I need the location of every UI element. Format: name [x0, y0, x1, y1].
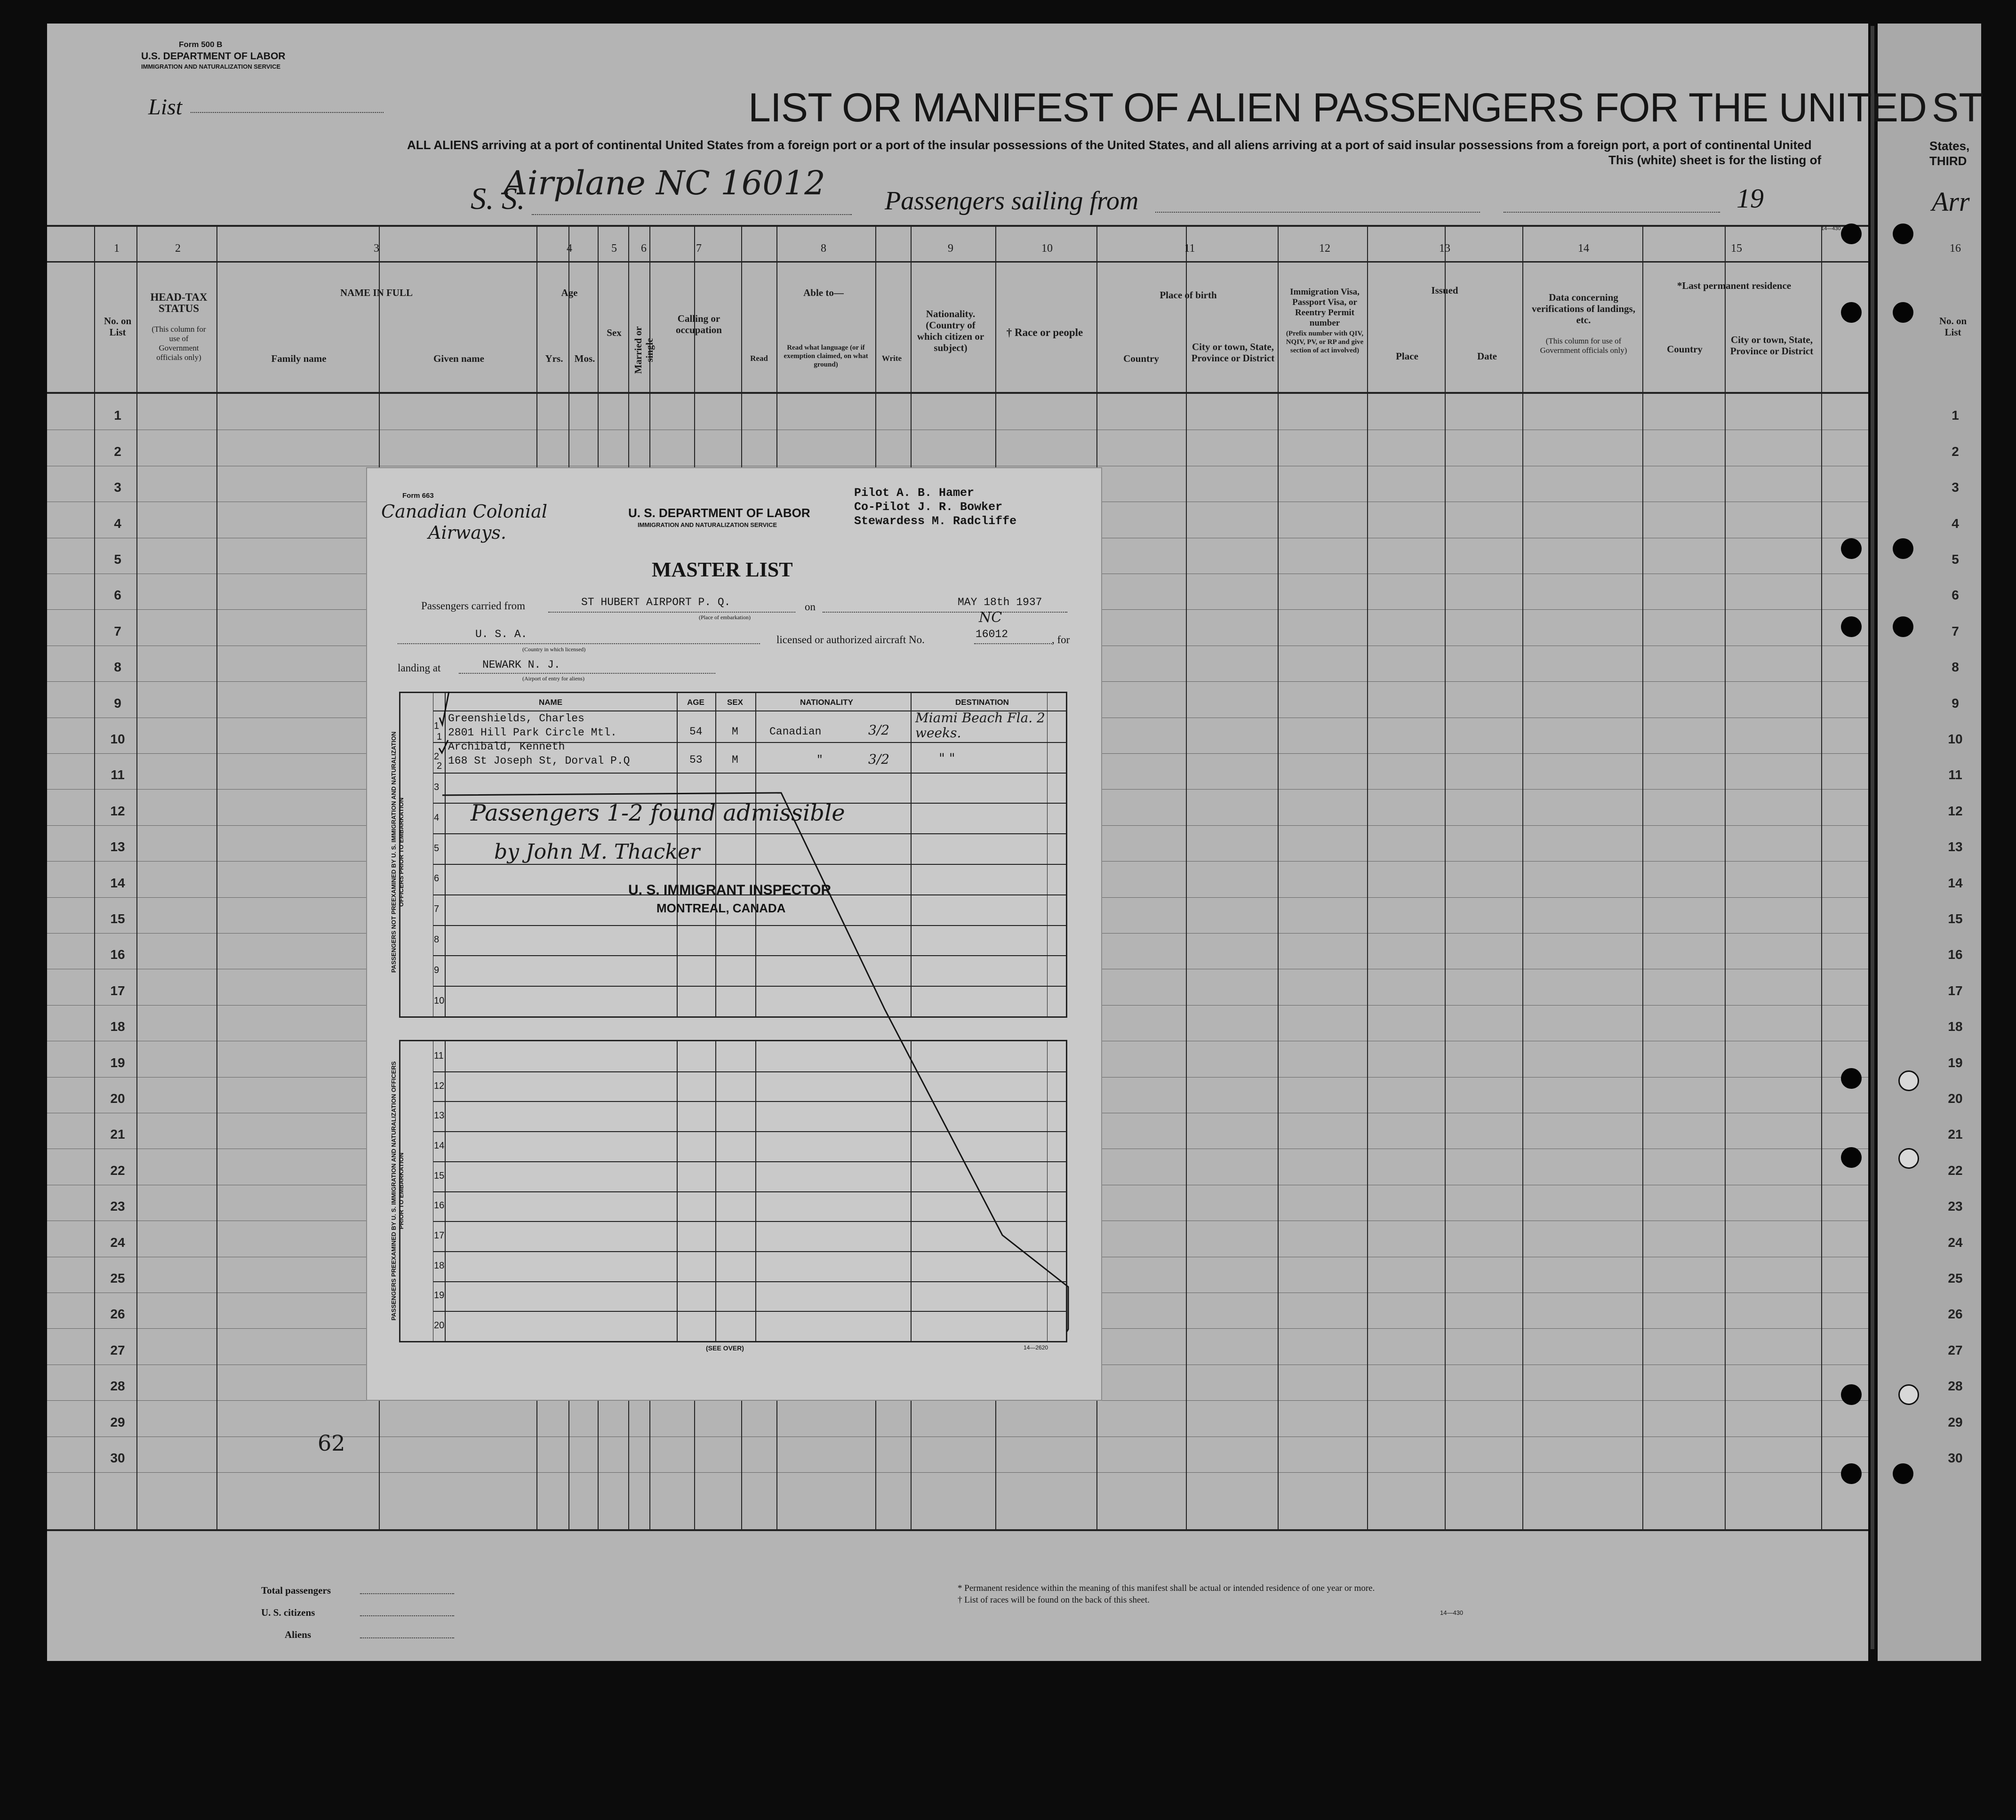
hdr-issued-place: Place [1396, 351, 1418, 362]
hdr-place-of-birth: Place of birth [1160, 289, 1217, 301]
row-number: 6 [1952, 588, 1959, 602]
passenger-2-sex: M [732, 754, 738, 766]
row-number: 26 [1948, 1307, 1963, 1321]
master-row-number: 9 [434, 965, 440, 975]
next-sheet-intro2: THIRD [1929, 154, 1967, 168]
master-row-number: 1 [434, 721, 440, 731]
row-number: 8 [114, 660, 121, 674]
hdr-issued: Issued [1431, 285, 1458, 296]
on-label: on [805, 601, 816, 613]
row-number: 16 [110, 947, 125, 962]
row-number: 1 [1952, 408, 1959, 423]
master-row-number: 14 [434, 1141, 445, 1151]
punch-hole [1841, 224, 1862, 244]
hdr-visa-note: (Prefix number with QIV, NQIV, PV, or RP and give section of act involved) [1286, 330, 1364, 354]
manifest-title: LIST OR MANIFEST OF ALIEN PASSENGERS FOR THE UNITED [748, 85, 1927, 130]
row-number: 28 [110, 1379, 125, 1393]
col-age: AGE [687, 698, 704, 707]
punch-hole [1841, 1147, 1862, 1168]
punch-hole [1893, 224, 1913, 244]
service-label: IMMIGRATION AND NATURALIZATION SERVICE [141, 63, 281, 70]
row-number: 16 [1948, 947, 1963, 962]
col-num-12: 12 [1319, 242, 1330, 255]
master-row-number: 10 [434, 996, 445, 1006]
master-row-number: 16 [434, 1200, 445, 1211]
punch-hole [1841, 302, 1862, 323]
punch-hole [1841, 1463, 1862, 1484]
row-number: 1 [114, 408, 121, 423]
row-number: 10 [1948, 732, 1963, 746]
list-number-line [191, 112, 384, 113]
column-rule [1725, 225, 1726, 1531]
master-row-number: 12 [434, 1081, 445, 1091]
licensed-label: licensed or authorized aircraft No. [776, 634, 925, 646]
intro-text-line1: ALL ALIENS arriving at a port of continental United States from a foreign port or a port of the insular possessions of the United States, and all aliens arriving at a port of said insular possessions from a foreign port, a port of continental United [407, 138, 1812, 152]
crew-pilot: Pilot A. B. Hamer [854, 486, 975, 500]
column-rule [136, 225, 137, 1531]
row-number: 22 [110, 1163, 125, 1178]
ship-name-handwritten: Airplane NC 16012 [504, 164, 825, 202]
col-num-5: 5 [611, 242, 617, 255]
punch-hole [1898, 1384, 1919, 1405]
col-num-7: 7 [696, 242, 702, 255]
aliens-label: Aliens [285, 1629, 312, 1640]
department-label: U.S. DEPARTMENT OF LABOR [141, 51, 286, 62]
landing-caption: (Airport of entry for aliens) [522, 675, 584, 682]
hdr-given-name: Given name [433, 353, 484, 364]
airline-handwritten-2: Airways. [428, 522, 506, 543]
column-rule [94, 225, 95, 1531]
hdr-head-tax: HEAD-TAX STATUS [150, 291, 208, 314]
column-rule [1278, 225, 1279, 1531]
country-licensed: U. S. A. [475, 628, 528, 640]
master-service: IMMIGRATION AND NATURALIZATION SERVICE [638, 521, 777, 528]
passenger-2-address: 168 St Joseph St, Dorval P.Q [448, 755, 630, 767]
punch-hole [1841, 1068, 1862, 1089]
hdr-write: Write [881, 354, 902, 363]
col-num-6: 6 [641, 242, 647, 255]
hdr-verifications: Data concerning verifications of landings, etc. [1532, 292, 1635, 326]
master-row-number: 18 [434, 1261, 445, 1271]
row-number: 28 [1948, 1379, 1963, 1393]
passenger-2-destination: " " [939, 750, 955, 766]
landing-airport: NEWARK N. J. [482, 659, 560, 671]
passenger-1-nationality: Canadian [769, 726, 822, 738]
row-number: 17 [110, 983, 125, 998]
row-number: 5 [114, 552, 121, 567]
row-number: 19 [110, 1055, 125, 1070]
grid-header-bottom-rule [47, 392, 1868, 394]
master-row-number: 19 [434, 1290, 445, 1301]
row-number: 13 [110, 839, 125, 854]
master-form-number: Form 663 [402, 492, 434, 500]
aircraft-number: 16012 [976, 628, 1008, 640]
landing-label: landing at [398, 662, 441, 674]
master-row-number: 7 [434, 904, 440, 914]
row-number: 23 [1948, 1199, 1963, 1213]
master-list-title: MASTER LIST [652, 558, 793, 581]
row-number: 14 [1948, 876, 1963, 890]
hdr-married: Married or single [632, 326, 655, 374]
hdr-able-to: Able to— [803, 287, 844, 298]
hdr-read: Read [750, 354, 768, 363]
total-passengers-line [360, 1593, 454, 1594]
row-number: 15 [1948, 911, 1963, 926]
hdr-name-in-full: NAME IN FULL [340, 287, 413, 298]
master-department: U. S. DEPARTMENT OF LABOR [628, 506, 810, 520]
travel-date: MAY 18th 1937 [958, 596, 1042, 608]
row-rule [47, 1472, 1868, 1473]
grid-bottom-rule [47, 1529, 1868, 1531]
form-code-top: 14—430 [1821, 226, 1841, 231]
us-citizens-line [360, 1615, 454, 1616]
row-number: 2 [114, 444, 121, 459]
hdr-head-tax-note: (This column for use of Government officials only) [152, 325, 206, 362]
see-over: (SEE OVER) [706, 1344, 744, 1352]
hdr-nationality: Nationality. (Country of which citizen or subject) [917, 308, 984, 353]
hdr-family-name: Family name [271, 353, 327, 364]
row-number: 2 [1952, 444, 1959, 459]
inspector-stamp-line1: U. S. IMMIGRANT INSPECTOR [628, 882, 832, 898]
row-number: 22 [1948, 1163, 1963, 1178]
form-number: Form 500 B [179, 40, 223, 49]
punch-hole [1898, 1070, 1919, 1091]
master-row-number: 5 [434, 843, 440, 854]
master-row-number: 20 [434, 1320, 445, 1331]
col-name: NAME [539, 698, 563, 707]
col-sex: SEX [727, 698, 744, 707]
hdr-age-mos: Mos. [574, 353, 595, 364]
hdr-age-yrs: Yrs. [545, 353, 563, 364]
list-label: List [148, 95, 183, 120]
row-number: 26 [110, 1307, 125, 1321]
crew-stewardess: Stewardess M. Radcliffe [854, 514, 1017, 528]
master-row-number: 8 [434, 934, 440, 945]
col-num-15: 15 [1731, 242, 1742, 255]
hdr-residence-country: Country [1667, 343, 1703, 355]
hdr-sex: Sex [607, 327, 622, 338]
inspector-stamp-line2: MONTREAL, CANADA [656, 901, 786, 915]
punch-hole [1841, 1384, 1862, 1405]
master-row-number: 11 [434, 1051, 444, 1061]
passenger-1-code: 3/2 [868, 722, 890, 738]
row-number: 27 [110, 1343, 125, 1357]
punch-hole [1893, 538, 1913, 559]
row-number: 10 [110, 732, 125, 746]
intro-text-line2: This (white) sheet is for the listing of [1608, 153, 1822, 167]
row-number: 14 [110, 876, 125, 890]
sheet-fold-shadow [1871, 26, 1874, 1649]
master-row-number: 15 [434, 1171, 445, 1181]
master-row-number: 13 [434, 1110, 445, 1121]
master-row-number: 4 [434, 813, 440, 823]
punch-hole [1893, 616, 1913, 637]
passenger-1-address: 2801 Hill Park Circle Mtl. [448, 726, 617, 739]
place-caption: (Place of embarkation) [699, 614, 751, 621]
crew-copilot: Co-Pilot J. R. Bowker [854, 500, 1003, 514]
row-number: 4 [114, 516, 121, 531]
column-rule [1186, 225, 1187, 1531]
side-label-preexamined: PASSENGERS PREEXAMINED BY U. S. IMMIGRATION AND NATURALIZATION OFFICERS PRIOR TO EMBARKATION [390, 1061, 405, 1321]
next-sheet-title: ST [1932, 85, 1984, 130]
passenger-1-sex: M [732, 726, 738, 738]
col-num-9: 9 [948, 242, 953, 255]
hdr-birth-city: City or town, State, Province or District [1191, 341, 1275, 364]
column-rule [1367, 225, 1368, 1531]
next-sheet-intro1: States, [1929, 139, 1970, 153]
column-rule [216, 225, 217, 1531]
row-number: 20 [1948, 1091, 1963, 1106]
row-number: 21 [110, 1127, 125, 1141]
carried-from-label: Passengers carried from [421, 600, 525, 612]
grid-header-rule [47, 261, 1868, 263]
row-number: 7 [1952, 624, 1959, 639]
col-num-4: 4 [567, 242, 572, 255]
col-num-13: 13 [1439, 242, 1450, 255]
punch-hole [1893, 1463, 1913, 1484]
row-number: 12 [110, 804, 125, 818]
for-label: , for [1052, 634, 1070, 646]
hdr-birth-country: Country [1123, 353, 1159, 364]
footnote-residence: * Permanent residence within the meaning of this manifest shall be actual or intended residence of one year or more. [958, 1583, 1375, 1593]
row-number: 13 [1948, 839, 1963, 854]
column-rule [1445, 225, 1446, 1531]
passenger-1-name: Greenshields, Charles [448, 712, 584, 725]
master-list-card [367, 468, 1101, 1400]
sailing-from-label: Passengers sailing from [885, 186, 1139, 216]
admission-note-line1: Passengers 1-2 found admissible [471, 800, 845, 826]
row-number: 25 [1948, 1271, 1963, 1285]
row-number: 25 [110, 1271, 125, 1285]
row-number: 12 [1948, 804, 1963, 818]
hdr-last-residence: *Last permanent residence [1677, 280, 1792, 291]
column-rule [1821, 225, 1822, 1531]
hdr-calling: Calling or occupation [675, 313, 722, 335]
hdr-visa: Immigration Visa, Passport Visa, or Reentry Permit number [1290, 287, 1360, 328]
row-number: 23 [110, 1199, 125, 1213]
hdr-verifications-note: (This column for use of Government officials only) [1540, 336, 1627, 355]
row-number: 20 [110, 1091, 125, 1106]
row-number: 24 [1948, 1235, 1963, 1250]
passenger-1-no: 1 [437, 732, 442, 742]
row-number: 18 [1948, 1019, 1963, 1034]
passenger-1-destination: Miami Beach Fla. 2 weeks. [915, 710, 1045, 741]
page-number-handwritten: 62 [318, 1430, 345, 1456]
col-num-10: 10 [1041, 242, 1053, 255]
master-form-code: 14—2620 [1024, 1344, 1048, 1351]
row-number: 29 [110, 1415, 125, 1429]
row-number: 30 [1948, 1451, 1963, 1465]
row-number: 21 [1948, 1127, 1963, 1141]
passenger-2-name: Archibald, Kenneth [448, 741, 565, 753]
hdr-no-on-list-right: No. on List [1939, 315, 1967, 338]
passenger-2-nationality: " [816, 754, 823, 766]
row-number: 15 [110, 911, 125, 926]
cancellation-line [367, 468, 1101, 1400]
passenger-1-age: 54 [689, 726, 703, 738]
form-code-bottom: 14—430 [1440, 1609, 1464, 1616]
row-rule [47, 1400, 1868, 1401]
sailing-date-line [1504, 212, 1720, 213]
hdr-read-language: Read what language (or if exemption claimed, on what ground) [784, 344, 868, 368]
col-num-3: 3 [374, 242, 379, 255]
column-rule [1522, 225, 1523, 1531]
next-sheet-arriving: Arr [1932, 186, 1970, 217]
column-rule [1642, 225, 1643, 1531]
master-row-number: 17 [434, 1230, 445, 1241]
passenger-2-no: 2 [437, 761, 442, 771]
total-passengers-label: Total passengers [261, 1585, 331, 1596]
passenger-2-age: 53 [689, 754, 703, 766]
punch-hole [1898, 1148, 1919, 1169]
row-number: 3 [1952, 480, 1959, 495]
hdr-race: † Race or people [1006, 327, 1083, 338]
row-number: 6 [114, 588, 121, 602]
ship-name-line [532, 214, 852, 215]
master-row-number: 6 [434, 873, 440, 884]
col-num-8: 8 [821, 242, 826, 255]
col-destination: DESTINATION [955, 698, 1009, 707]
col-num-1: 1 [114, 242, 120, 255]
row-number: 27 [1948, 1343, 1963, 1357]
row-number: 18 [110, 1019, 125, 1034]
us-citizens-label: U. S. citizens [261, 1607, 315, 1618]
row-number: 11 [111, 767, 125, 782]
row-number: 4 [1952, 516, 1959, 531]
col-num-16: 16 [1950, 242, 1961, 255]
master-row-number: 2 [434, 751, 440, 762]
punch-hole [1841, 616, 1862, 637]
year-label: 19 [1736, 183, 1764, 214]
row-number: 7 [114, 624, 121, 639]
aliens-line [360, 1637, 454, 1638]
sailing-from-line [1155, 212, 1480, 213]
col-num-2: 2 [175, 242, 181, 255]
row-number: 5 [1952, 552, 1959, 567]
country-caption: (Country in which licensed) [522, 646, 586, 653]
punch-hole [1893, 302, 1913, 323]
hdr-residence-city: City or town, State, Province or District [1730, 334, 1814, 357]
col-nationality: NATIONALITY [800, 698, 854, 707]
side-label-not-preexamined: PASSENGERS NOT PREEXAMINED BY U. S. IMMIGRATION AND NATURALIZATION OFFICERS PRIOR TO EMBARKATION [390, 731, 405, 973]
airline-handwritten-1: Canadian Colonial [381, 501, 547, 522]
row-number: 11 [1948, 767, 1962, 782]
col-num-14: 14 [1578, 242, 1589, 255]
col-num-11: 11 [1184, 242, 1195, 255]
master-row-number: 3 [434, 782, 440, 792]
row-number: 24 [110, 1235, 125, 1250]
footnote-races: † List of races will be found on the back of this sheet. [958, 1595, 1150, 1605]
hdr-age: Age [561, 287, 578, 298]
row-number: 19 [1948, 1055, 1963, 1070]
row-number: 8 [1952, 660, 1959, 674]
grid-top-rule [47, 225, 1868, 227]
aircraft-prefix-handwritten: NC [979, 609, 1002, 626]
hdr-no-on-list: No. on List [104, 315, 132, 338]
row-number: 3 [114, 480, 121, 495]
punch-hole [1841, 538, 1862, 559]
row-number: 9 [114, 696, 121, 710]
passenger-2-code: 3/2 [868, 751, 890, 767]
hdr-issued-date: Date [1477, 351, 1497, 362]
row-number: 9 [1952, 696, 1959, 710]
admission-note-line2: by John M. Thacker [494, 840, 700, 864]
carried-from-value: ST HUBERT AIRPORT P. Q. [581, 596, 731, 608]
row-number: 29 [1948, 1415, 1963, 1429]
row-number: 17 [1948, 983, 1963, 998]
ss-label: S. S. [471, 182, 525, 216]
row-number: 30 [110, 1451, 125, 1465]
